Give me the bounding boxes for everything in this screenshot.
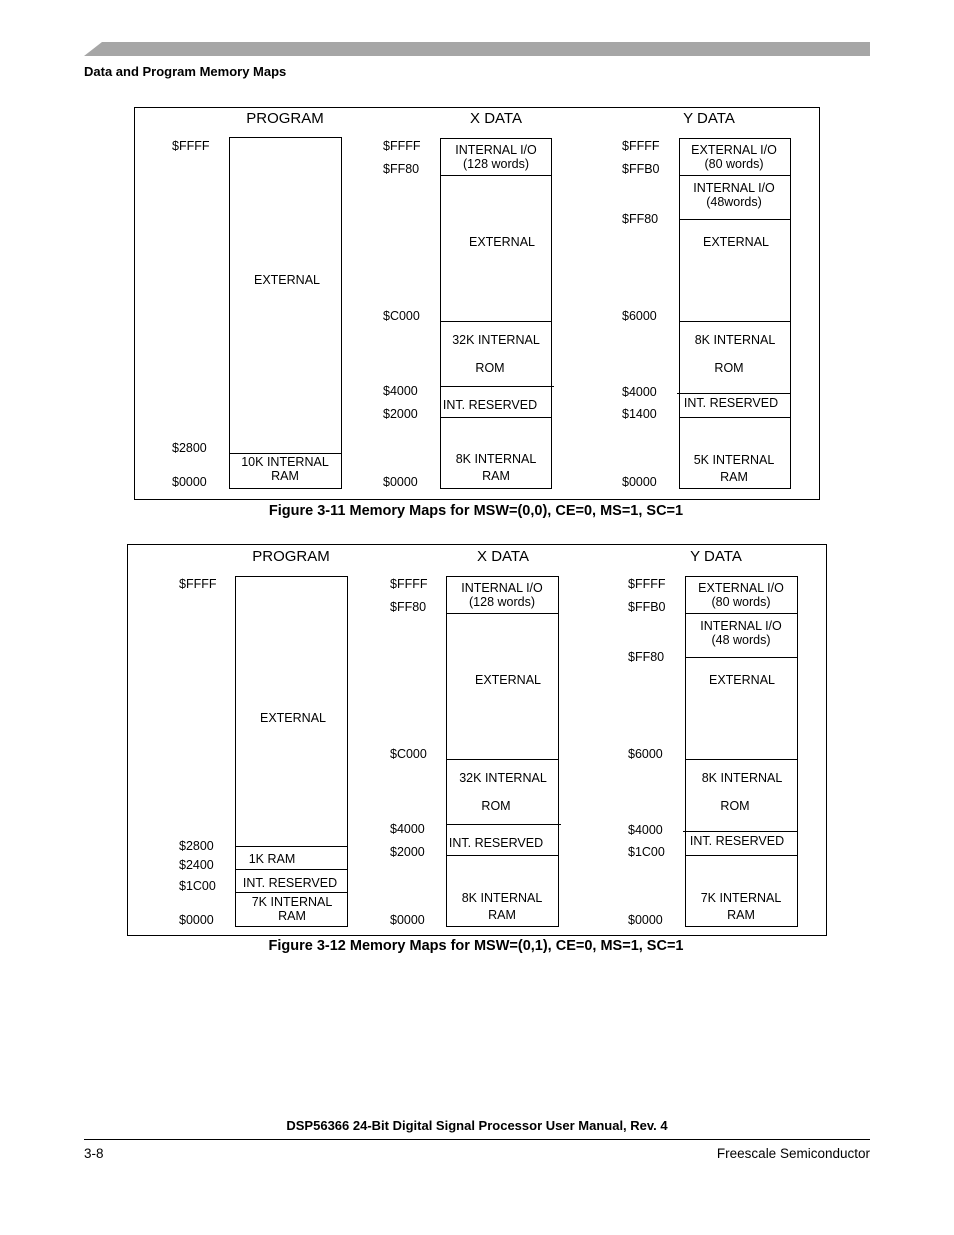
fig12-ydata-addr-4000: $4000 (628, 823, 663, 837)
fig11-xdata-divider-1 (440, 175, 552, 176)
fig11-xdata-title: X DATA (470, 110, 522, 127)
fig11-xdata-addr-2000: $2000 (383, 407, 418, 421)
fig12-program-memory-box (235, 576, 348, 927)
fig12-xdata-external: EXTERNAL (475, 673, 541, 687)
fig12-program-divider-2 (235, 869, 348, 870)
fig11-program-divider (229, 453, 342, 454)
fig12-xdata-divider-4 (446, 855, 559, 856)
fig12-ydata-intio-line1: INTERNAL I/O (700, 619, 782, 633)
fig12-ydata-divider-5 (685, 855, 798, 856)
fig12-ydata-addr-6000: $6000 (628, 747, 663, 761)
fig12-xdata-addr-4000: $4000 (390, 822, 425, 836)
fig12-program-addr-0000: $0000 (179, 913, 214, 927)
fig11-xdata-reserved: INT. RESERVED (442, 398, 538, 412)
fig12-program-ram-line2: RAM (278, 909, 306, 923)
fig11-ydata-title: Y DATA (683, 110, 735, 127)
fig11-program-addr-2800: $2800 (172, 441, 207, 455)
fig11-ydata-external-io (691, 143, 777, 171)
fig12-ydata-addr-ff80: $FF80 (628, 650, 665, 664)
fig12-ydata-reserved: INT. RESERVED (689, 834, 785, 848)
fig12-xdata-divider-1 (446, 613, 559, 614)
fig12-ydata-divider-2 (685, 657, 798, 658)
fig12-ydata-addr-0000: $0000 (628, 913, 663, 927)
fig11-ydata-addr-ff80: $FF80 (622, 212, 659, 226)
fig11-ydata-internal-io (693, 181, 775, 209)
fig11-ydata-internal-ram (694, 453, 775, 484)
fig12-ydata-rom-line2: ROM (720, 799, 750, 813)
fig12-xdata-memory-box (446, 576, 559, 927)
fig11-ydata-extio-line2: (80 words) (704, 157, 764, 171)
fig11-ydata-intio-line2: (48words) (706, 195, 762, 209)
fig12-ydata-external-io (698, 581, 784, 609)
footer-doc-title: DSP56366 24-Bit Digital Signal Processor User Manual, Rev. 4 (286, 1118, 668, 1133)
fig12-ydata-divider-1 (685, 613, 798, 614)
fig11-xdata-addr-4000: $4000 (383, 384, 418, 398)
fig12-program-divider-1 (235, 846, 348, 847)
fig12-program-reserved: INT. RESERVED (242, 876, 338, 890)
fig12-ydata-ram-line2: RAM (727, 908, 755, 922)
fig12-program-divider-3 (235, 892, 348, 893)
section-title: Data and Program Memory Maps (84, 64, 287, 79)
fig11-ydata-addr-ffff: $FFFF (622, 139, 660, 153)
fig11-program-ram-line2: RAM (271, 469, 299, 483)
fig11-xdata-divider-2 (440, 321, 552, 322)
fig12-program-addr-2400: $2400 (179, 858, 214, 872)
fig12-program-addr-1c00: $1C00 (179, 879, 216, 893)
fig11-ydata-rom-line1: 8K INTERNAL (694, 333, 776, 347)
figure-3-11-caption: Figure 3-11 Memory Maps for MSW=(0,0), CE=0, MS=1, SC=1 (268, 503, 684, 519)
fig12-program-external: EXTERNAL (260, 711, 326, 725)
fig11-program-external: EXTERNAL (254, 273, 320, 287)
fig12-program-ram-line1: 7K INTERNAL (251, 895, 333, 909)
fig11-xdata-rom-line1: 32K INTERNAL (452, 333, 540, 347)
fig12-ydata-intio-line2: (48 words) (711, 633, 771, 647)
fig11-ydata-ram-line1: 5K INTERNAL (693, 453, 775, 467)
fig11-xdata-rom-line2: ROM (475, 361, 505, 375)
fig12-xdata-io-line2: (128 words) (469, 595, 535, 609)
fig11-program-internal-ram (241, 455, 329, 483)
fig12-ydata-extio-line2: (80 words) (711, 595, 771, 609)
fig12-program-addr-2800: $2800 (179, 839, 214, 853)
fig12-xdata-ram-line2: RAM (488, 908, 516, 922)
fig12-xdata-divider-3 (446, 824, 561, 825)
footer-rule (84, 1139, 870, 1140)
fig11-program-title: PROGRAM (246, 110, 324, 127)
fig12-xdata-rom-line2: ROM (481, 799, 511, 813)
fig11-xdata-addr-c000: $C000 (383, 309, 420, 323)
fig12-ydata-extio-line1: EXTERNAL I/O (698, 581, 784, 595)
footer-company: Freescale Semiconductor (716, 1146, 870, 1161)
fig12-program-title: PROGRAM (252, 548, 330, 565)
fig11-xdata-divider-3 (440, 386, 554, 387)
fig12-xdata-internal-io (461, 581, 543, 609)
fig11-ydata-addr-ffb0: $FFB0 (622, 162, 660, 176)
fig12-ydata-divider-3 (685, 759, 798, 760)
fig11-ydata-reserved: INT. RESERVED (683, 396, 779, 410)
fig12-xdata-internal-ram (462, 891, 543, 922)
fig12-program-internal-ram (252, 895, 333, 923)
fig11-ydata-addr-0000: $0000 (622, 475, 657, 489)
fig12-xdata-addr-c000: $C000 (390, 747, 427, 761)
fig11-xdata-ram-line2: RAM (482, 469, 510, 483)
fig12-ydata-external: EXTERNAL (709, 673, 775, 687)
fig11-xdata-addr-ffff: $FFFF (383, 139, 421, 153)
fig11-program-memory-box (229, 137, 342, 489)
fig12-ydata-addr-ffff: $FFFF (628, 577, 666, 591)
fig12-xdata-addr-ffff: $FFFF (390, 577, 428, 591)
fig11-ydata-ram-line2: RAM (720, 470, 748, 484)
fig11-ydata-extio-line1: EXTERNAL I/O (691, 143, 777, 157)
fig11-ydata-divider-4 (677, 393, 791, 394)
fig12-ydata-addr-1c00: $1C00 (628, 845, 665, 859)
fig11-xdata-internal-io (455, 143, 537, 171)
fig12-ydata-addr-ffb0: $FFB0 (628, 600, 666, 614)
figure-3-12-caption: Figure 3-12 Memory Maps for MSW=(0,1), CE=0, MS=1, SC=1 (268, 938, 684, 954)
fig12-program-addr-ffff: $FFFF (179, 577, 217, 591)
fig11-xdata-addr-0000: $0000 (383, 475, 418, 489)
fig11-program-ram-line1: 10K INTERNAL (241, 455, 329, 469)
fig11-xdata-io-line2: (128 words) (463, 157, 529, 171)
fig11-ydata-addr-1400: $1400 (622, 407, 657, 421)
fig12-ydata-title: Y DATA (690, 548, 742, 565)
fig12-ydata-ram-line1: 7K INTERNAL (700, 891, 782, 905)
fig12-xdata-title: X DATA (477, 548, 529, 565)
fig11-ydata-divider-2 (679, 219, 791, 220)
fig12-xdata-ram-line1: 8K INTERNAL (461, 891, 543, 905)
fig12-xdata-addr-2000: $2000 (390, 845, 425, 859)
fig12-xdata-addr-ff80: $FF80 (390, 600, 427, 614)
fig12-xdata-rom-line1: 32K INTERNAL (459, 771, 547, 785)
fig12-ydata-internal-io (700, 619, 782, 647)
fig12-xdata-io-line1: INTERNAL I/O (461, 581, 543, 595)
fig11-program-addr-0000: $0000 (172, 475, 207, 489)
fig11-ydata-external: EXTERNAL (703, 235, 769, 249)
fig12-xdata-reserved: INT. RESERVED (448, 836, 544, 850)
fig11-xdata-io-line1: INTERNAL I/O (455, 143, 537, 157)
fig11-ydata-intio-line1: INTERNAL I/O (693, 181, 775, 195)
fig11-xdata-memory-box (440, 138, 552, 489)
fig11-xdata-ram-line1: 8K INTERNAL (455, 452, 537, 466)
fig11-ydata-divider-1 (679, 175, 791, 176)
fig12-xdata-divider-2 (446, 759, 559, 760)
fig11-ydata-addr-4000: $4000 (622, 385, 657, 399)
fig11-xdata-internal-ram (456, 452, 537, 483)
fig11-ydata-divider-5 (679, 417, 791, 418)
page-number: 3-8 (84, 1146, 104, 1161)
fig11-program-addr-ffff: $FFFF (172, 139, 210, 153)
fig11-xdata-divider-4 (440, 417, 552, 418)
fig11-ydata-rom-line2: ROM (714, 361, 744, 375)
fig11-ydata-divider-3 (679, 321, 791, 322)
header-bar (84, 42, 870, 56)
fig11-xdata-external: EXTERNAL (469, 235, 535, 249)
fig12-ydata-rom-line1: 8K INTERNAL (701, 771, 783, 785)
fig12-ydata-divider-4 (683, 831, 798, 832)
fig12-ydata-internal-ram (701, 891, 782, 922)
fig11-ydata-addr-6000: $6000 (622, 309, 657, 323)
fig12-program-1k-ram: 1K RAM (248, 852, 296, 866)
fig11-xdata-addr-ff80: $FF80 (383, 162, 420, 176)
fig12-xdata-addr-0000: $0000 (390, 913, 425, 927)
